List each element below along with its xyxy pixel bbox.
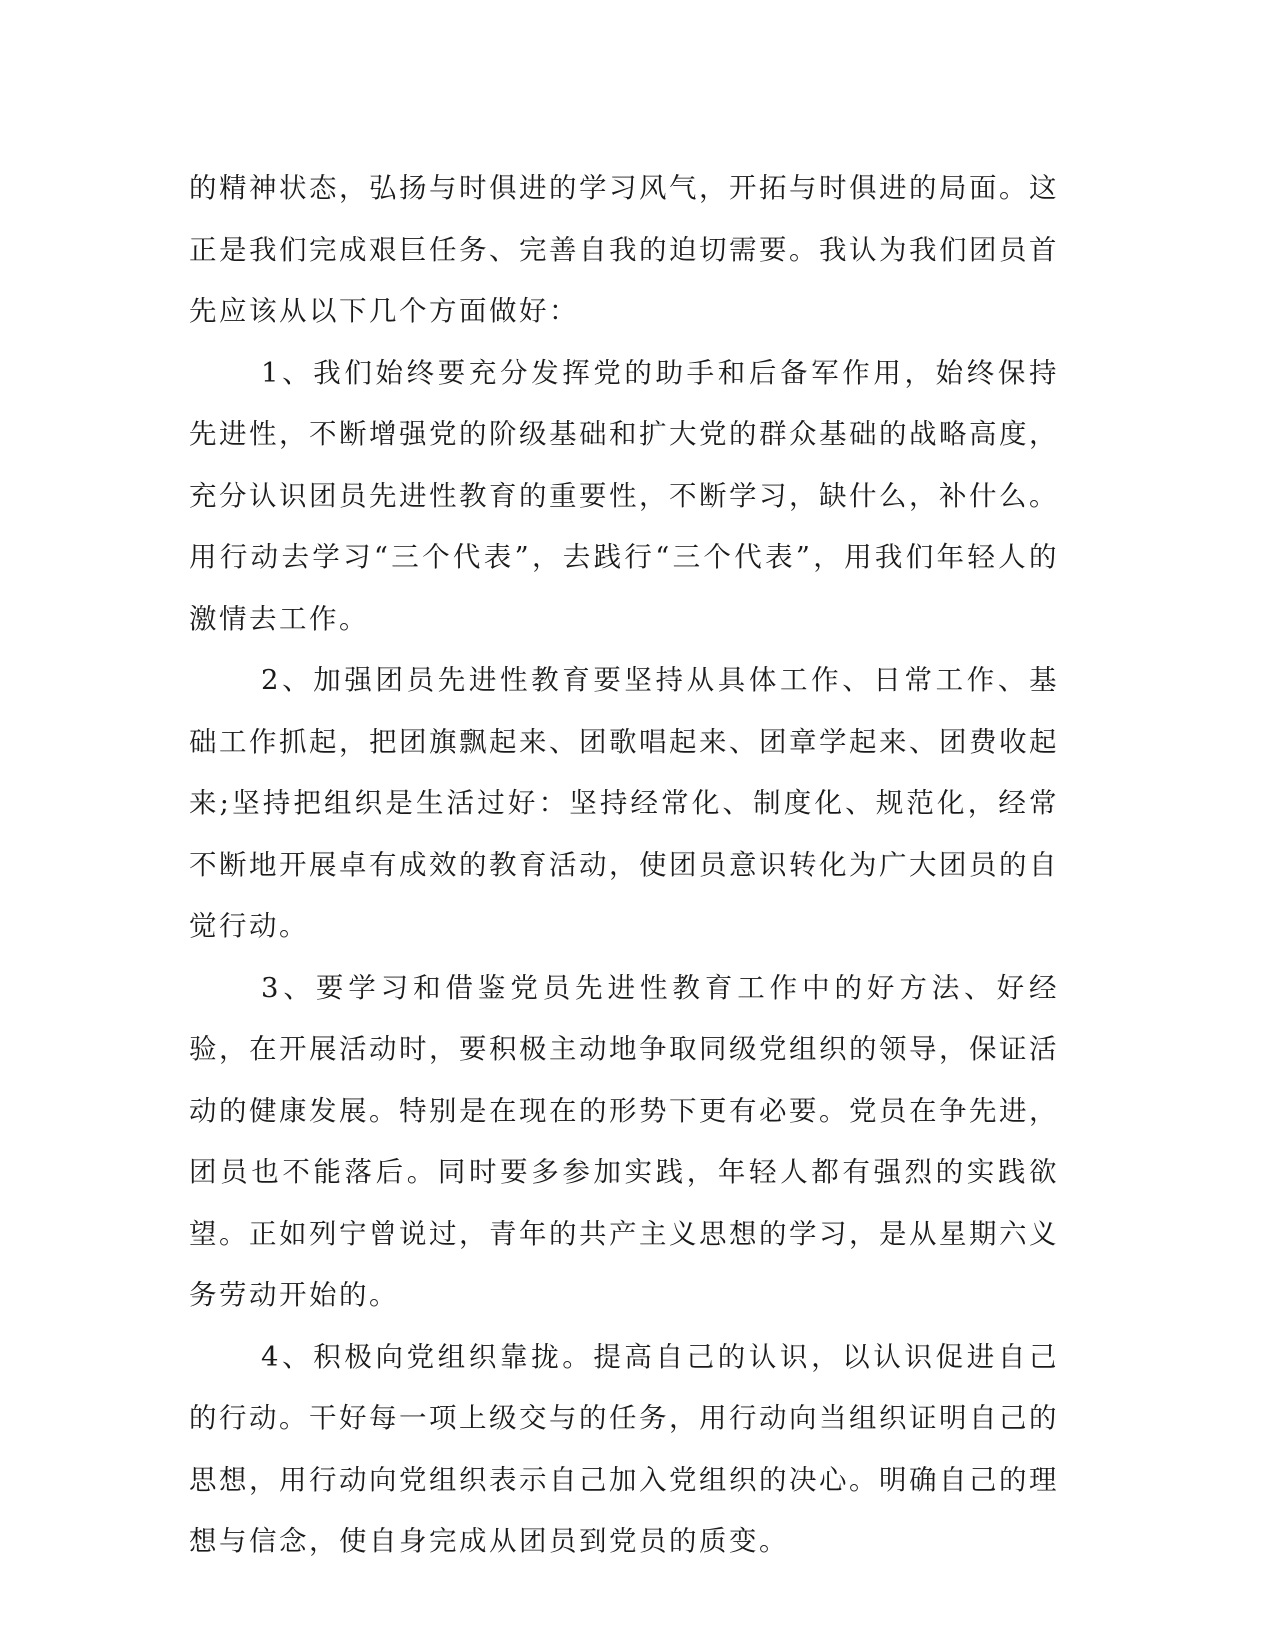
paragraph-point-3: 3、要学习和借鉴党员先进性教育工作中的好方法、好经验，在开展活动时，要积极主动地争取同级党组织的领导，保证活动的健康发展。特别是在现在的形势下更有必要。党员在争先进，团员也不能落后。同时要多参加实践，年轻人都有强烈的实践欲望。正如列宁曾说过，青年的共产主义思想的学习，是从星期六义务劳动开始的。	[189, 971, 1059, 1311]
paragraph-point-4: 4、积极向党组织靠拢。提高自己的认识，以认识促进自己的行动。干好每一项上级交与的任务，用行动向当组织证明自己的思想，用行动向党组织表示自己加入党组织的决心。明确自己的理想与信念，使自身完成从团员到党员的质变。	[189, 1340, 1059, 1557]
paragraph-continuation: 的精神状态，弘扬与时俱进的学习风气，开拓与时俱进的局面。这正是我们完成艰巨任务、完善自我的迫切需要。我认为我们团员首先应该从以下几个方面做好：	[189, 172, 1059, 327]
body-text	[189, 158, 1059, 1573]
paragraph-point-2: 2、加强团员先进性教育要坚持从具体工作、日常工作、基础工作抓起，把团旗飘起来、团歌唱起来、团章学起来、团费收起来;坚持把组织是生活过好：坚持经常化、制度化、规范化，经常不断地开展卓有成效的教育活动，使团员意识转化为广大团员的自觉行动。	[189, 664, 1059, 942]
paragraph-point-1: 1、我们始终要充分发挥党的助手和后备军作用，始终保持先进性，不断增强党的阶级基础和扩大党的群众基础的战略高度，充分认识团员先进性教育的重要性，不断学习，缺什么，补什么。用行动去学习“三个代表”，去践行“三个代表”，用我们年轻人的激情去工作。	[189, 356, 1059, 635]
